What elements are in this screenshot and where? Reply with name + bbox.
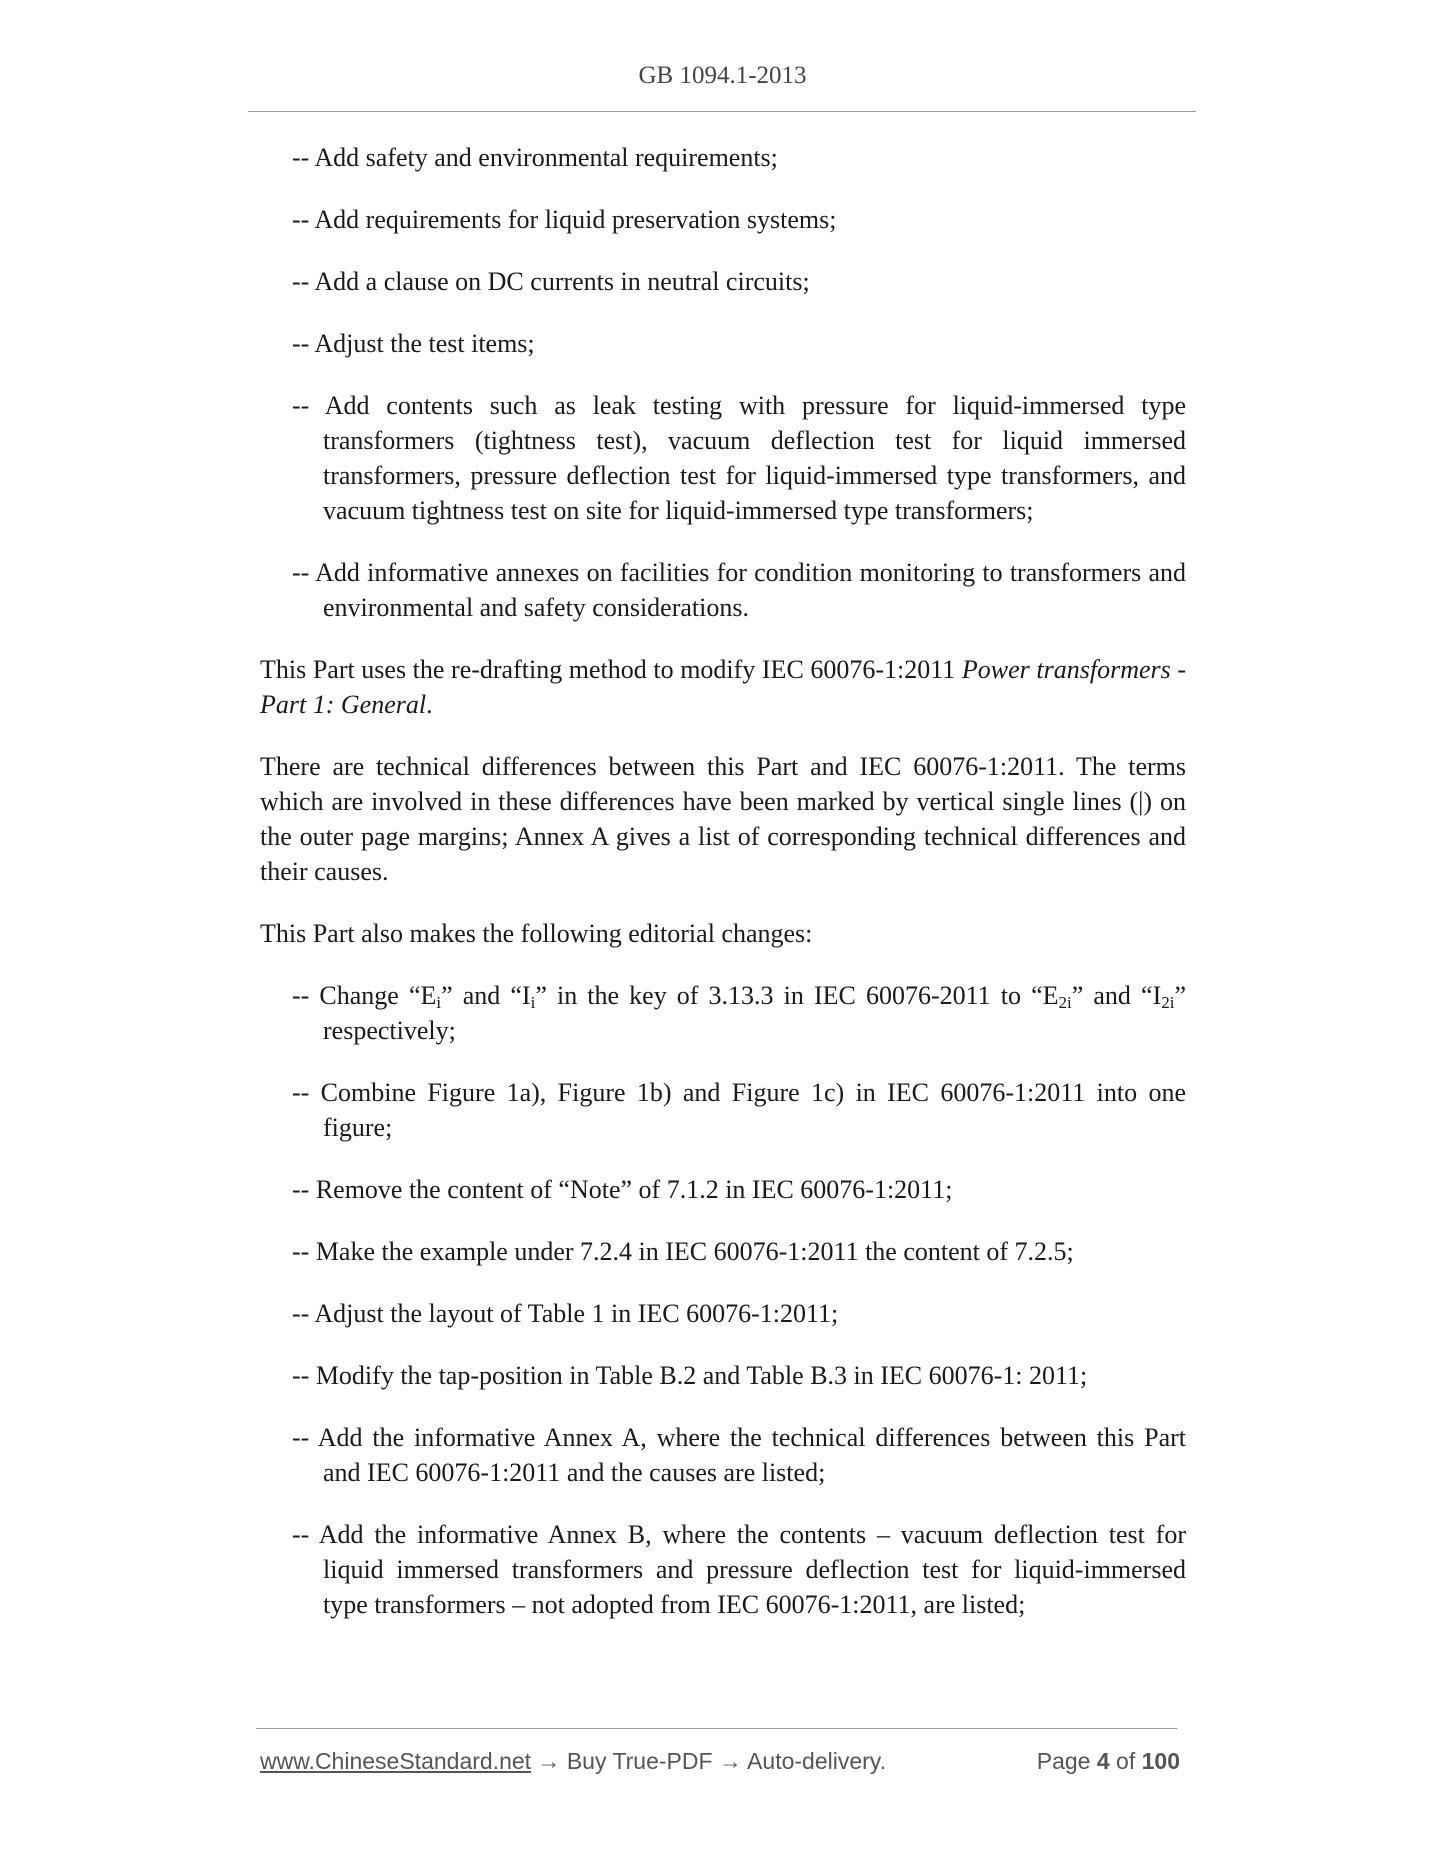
paragraph-redraft xyxy=(260,652,1186,722)
page-footer xyxy=(260,1748,1180,1775)
current-page-number: 4 xyxy=(1096,1748,1110,1774)
website-link[interactable]: www.ChineseStandard.net xyxy=(260,1748,532,1774)
paragraph-editorial-changes: This Part also makes the following editorial changes: xyxy=(260,919,813,948)
list-item: -- Make the example under 7.2.4 in IEC 60076-1:2011 the content of 7.2.5; xyxy=(292,1237,1074,1266)
page-header-title: GB 1094.1-2013 xyxy=(638,62,807,89)
paragraph-text: . xyxy=(426,690,433,719)
list-item: -- Add contents such as leak testing with pressure for liquid-immersed type transformers (tightness test), vacuum deflection test for liquid immersed transformers, pressure deflection test for liquid-immersed type transformers, and vacuum tightness test on site for liquid-immersed type transformers; xyxy=(292,391,1186,525)
list-item: -- Adjust the test items; xyxy=(292,329,535,358)
list-item: -- Add safety and environmental requirements; xyxy=(292,143,778,172)
list-item: -- Add a clause on DC currents in neutral circuits; xyxy=(292,267,810,296)
document-body xyxy=(260,140,1186,1649)
footer-promo-text: → Buy True-PDF → Auto-delivery. xyxy=(531,1748,886,1774)
list-item: -- Adjust the layout of Table 1 in IEC 60076-1:2011; xyxy=(292,1299,839,1328)
list-item: -- Add informative annexes on facilities for condition monitoring to transformers and environmental and safety considerations. xyxy=(292,558,1186,622)
total-page-number: 100 xyxy=(1141,1748,1180,1774)
list-item: -- Combine Figure 1a), Figure 1b) and Figure 1c) in IEC 60076-1:2011 into one figure; xyxy=(292,1078,1186,1142)
paragraph-text: This Part uses the re-drafting method to modify IEC 60076-1:2011 xyxy=(260,655,962,684)
list-item: -- Add the informative Annex B, where the contents – vacuum deflection test for liquid immersed transformers and pressure deflection test for liquid-immersed type transformers – not adopted from IEC 60076-1:2011, are listed; xyxy=(292,1520,1186,1619)
header-divider xyxy=(248,111,1196,112)
standard-title: Power transformers - Part 1: General xyxy=(260,655,1186,719)
list-item: -- Remove the content of “Note” of 7.1.2 in IEC 60076-1:2011; xyxy=(292,1175,953,1204)
list-item: -- Change “$E_i$” and “$I_i$” in the key of 3.13.3 in IEC 60076-2011 to “$E_{2i}$” and “$I_{2i}$” respectively; xyxy=(292,981,1187,1045)
page-of-label: of xyxy=(1116,1748,1136,1774)
list-item: -- Add the informative Annex A, where the technical differences between this Part and IEC 60076-1:2011 and the causes are listed; xyxy=(292,1423,1186,1487)
paragraph-technical-differences: There are technical differences between this Part and IEC 60076-1:2011. The terms which are involved in these differences have been marked by vertical single lines (|) on the outer page margins; Annex A gives a list of corresponding technical differences and their causes. xyxy=(260,752,1186,886)
page-label: Page xyxy=(1036,1748,1091,1774)
page-indicator xyxy=(1037,1748,1180,1775)
list-item: -- Add requirements for liquid preservation systems; xyxy=(292,205,837,234)
list-item: -- Modify the tap-position in Table B.2 and Table B.3 in IEC 60076-1: 2011; xyxy=(292,1361,1088,1390)
footer-divider xyxy=(256,1728,1177,1729)
